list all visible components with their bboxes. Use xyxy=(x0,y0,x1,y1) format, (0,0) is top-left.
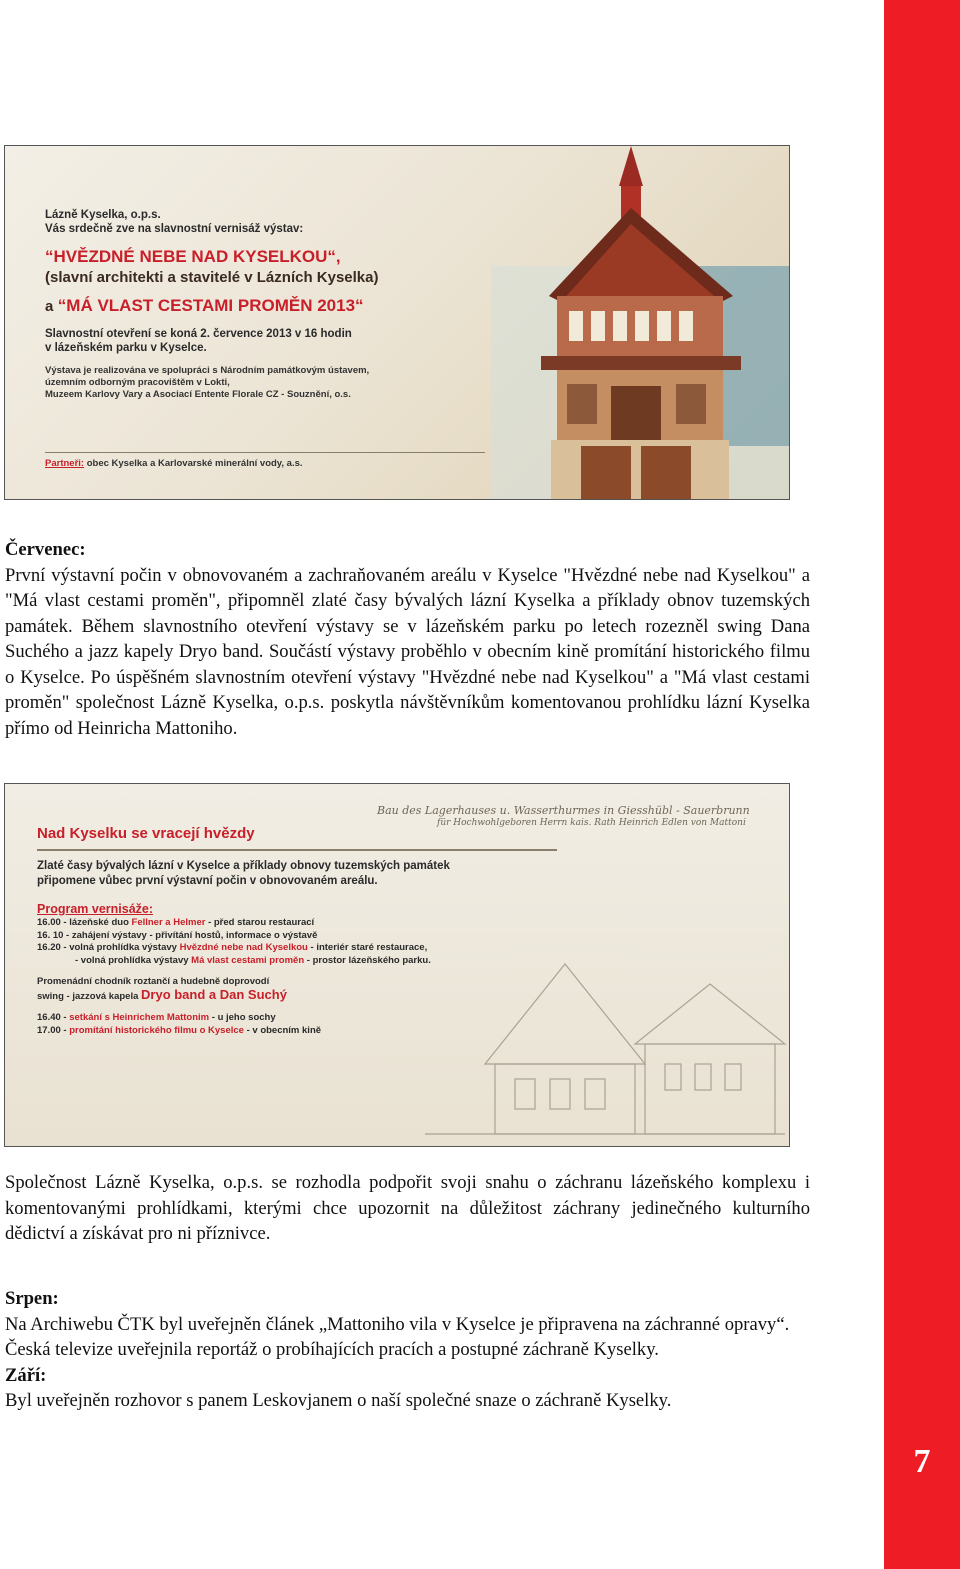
heading-september: Září: xyxy=(5,1364,47,1386)
program-item-highlight: Má vlast cestami proměn xyxy=(191,954,305,966)
program-item-highlight: Fellner a Helmer xyxy=(131,917,206,928)
side-accent-bar xyxy=(884,0,960,1569)
intro-line-1: Zlaté časy bývalých lázní v Kyselce a příklady obnovy tuzemských památek xyxy=(37,860,450,872)
opening-place: v lázeňském parku v Kyselce. xyxy=(45,342,207,354)
program-item-text: - v obecním kině xyxy=(243,1024,322,1036)
september-paragraph: Byl uveřejněn rozhovor s panem Leskovjanem o naší společné snaze o záchraně Kyselky. xyxy=(5,1390,672,1411)
historic-caption-line-2: für Hochwohlgeboren Herrn kais. Rath Heinrich Edlen von Mattoni xyxy=(437,818,746,828)
historic-caption-line-1: Bau des Lagerhauses u. Wasserthurmes in Giesshübl - Sauerbrunn xyxy=(377,804,750,817)
page-number: 7 xyxy=(913,1443,931,1480)
vernissage-program-poster xyxy=(4,783,790,1147)
heading-july: Červenec: xyxy=(5,539,86,560)
august-paragraph-1: Na Archiwebu ČTK byl uveřejněn článek „Mattoniho vila v Kyselce je připravena na záchranné opravy“. xyxy=(5,1313,790,1335)
program-item-text: - prostor lázeňského parku. xyxy=(304,954,431,966)
program-item xyxy=(37,917,557,930)
july-section xyxy=(5,537,810,741)
exhibition-title-1: “HVĚZDNÉ NEBE NAD KYSELKOU“, xyxy=(45,247,341,266)
program-item xyxy=(37,942,557,955)
program-item-text: 17.00 - xyxy=(37,1024,70,1036)
program-item-text: swing - jazzová kapela xyxy=(37,990,142,1002)
title-underline xyxy=(37,849,557,851)
organizer: Lázně Kyselka, o.p.s. xyxy=(45,209,161,221)
music-line xyxy=(37,986,557,1004)
exhibition-subtitle-1: (slavní architekti a stavitelé v Lázních Kyselka) xyxy=(45,269,379,286)
company-paragraph: Společnost Lázně Kyselka, o.p.s. se rozhodla podpořit svoji snahu o záchranu lázeňského komplexu i komentovanými prohlídkami, kterými chce upozornit na důležitost záchrany jedinečného kulturního dědictví a získávat pro ni příznivce. xyxy=(5,1172,810,1244)
divider xyxy=(45,452,485,453)
program-item-highlight: Hvězdné nebe nad Kyselkou xyxy=(179,942,308,953)
program-item-text: - u jeho sochy xyxy=(209,1012,276,1023)
program-item-text: 16.40 - xyxy=(37,1012,70,1023)
chalet-illustration xyxy=(491,146,789,499)
program-item xyxy=(37,1012,557,1025)
heading-august: Srpen: xyxy=(5,1288,59,1309)
program-item-highlight: promítání historického filmu o Kyselce xyxy=(69,1024,244,1036)
band-name: Dryo band a Dan Suchý xyxy=(141,986,287,1002)
program-item-text: - volná prohlídka výstavy xyxy=(75,954,192,966)
partners-line xyxy=(45,458,303,469)
july-paragraph: První výstavní počin v obnovovaném a zachraňovaném areálu v Kyselce "Hvězdné nebe nad Kyselkou" a "Má vlast cestami proměn", připomněl zlaté časy bývalých lázní Kyselka a příklady obnov tuzemských památek. Během slavnostního otevření výstavy se v lázeňském parku po letech rozezněl swing Dana Suchého a jazz kapely Dryo band. Součástí výstavy proběhlo v obecním kině promítání historického filmu o Kyselce. Po úspěšném slavnostním otevření výstavy "Hvězdné nebe nad Kyselkou" a "Má vlast cestami proměn" společnost Lázně Kyselka, o.p.s. poskytla návštěvníkům komentovanou prohlídku lázní Kyselka přímo od Heinricha Mattoniho. xyxy=(5,564,810,739)
program-item xyxy=(37,955,557,968)
opening-date: Slavnostní otevření se koná 2. července 2013 v 16 hodin xyxy=(45,328,352,340)
conjunction: a xyxy=(45,298,54,315)
program-title: Program vernisáže: xyxy=(37,902,154,916)
cooperation-line-3: Muzeem Karlovy Vary a Asociací Entente Florale CZ - Souznění, o.s. xyxy=(45,389,351,400)
partners-names: obec Kyselka a Karlovarské minerální vody, a.s. xyxy=(86,458,303,469)
intro-line-2: připomene vůbec první výstavní počin v obnovovaném areálu. xyxy=(37,875,378,887)
invitation-line: Vás srdečně zve na slavnostní vernisáž výstav: xyxy=(45,223,304,235)
program-item-text: 16.00 - lázeňské duo xyxy=(37,917,132,928)
program-item-text: - před starou restaurací xyxy=(205,917,315,928)
program-item-text: 16.20 - volná prohlídka výstavy xyxy=(37,942,180,953)
exhibition-title-2: “MÁ VLAST CESTAMI PROMĚN 2013“ xyxy=(57,296,364,315)
august-paragraph-2: Česká televize uveřejnila reportáž o probíhajících pracích a postupné záchraně Kyselky. xyxy=(5,1339,659,1360)
cooperation-line-2: územním odborným pracovištěm v Lokti, xyxy=(45,377,230,388)
program-item-text: - interiér staré restaurace, xyxy=(307,942,428,953)
program-item xyxy=(37,1025,557,1038)
program-text xyxy=(37,824,557,1037)
cooperation-line-1: Výstava je realizována ve spolupráci s Národním památkovým ústavem, xyxy=(45,365,370,376)
poster-title: Nad Kyselku se vracejí hvězdy xyxy=(37,825,255,842)
invitation-text xyxy=(45,208,465,401)
program-item-highlight: setkání s Heinrichem Mattonim xyxy=(69,1012,210,1023)
partners-label: Partneři: xyxy=(45,458,85,469)
music-line: Promenádní chodník roztančí a hudebně doprovodí xyxy=(37,976,270,987)
program-item: 16. 10 - zahájení výstavy - přivítání hostů, informace o výstavě xyxy=(37,929,318,941)
vernissage-invitation-poster xyxy=(4,145,790,500)
august-section xyxy=(5,1286,810,1414)
